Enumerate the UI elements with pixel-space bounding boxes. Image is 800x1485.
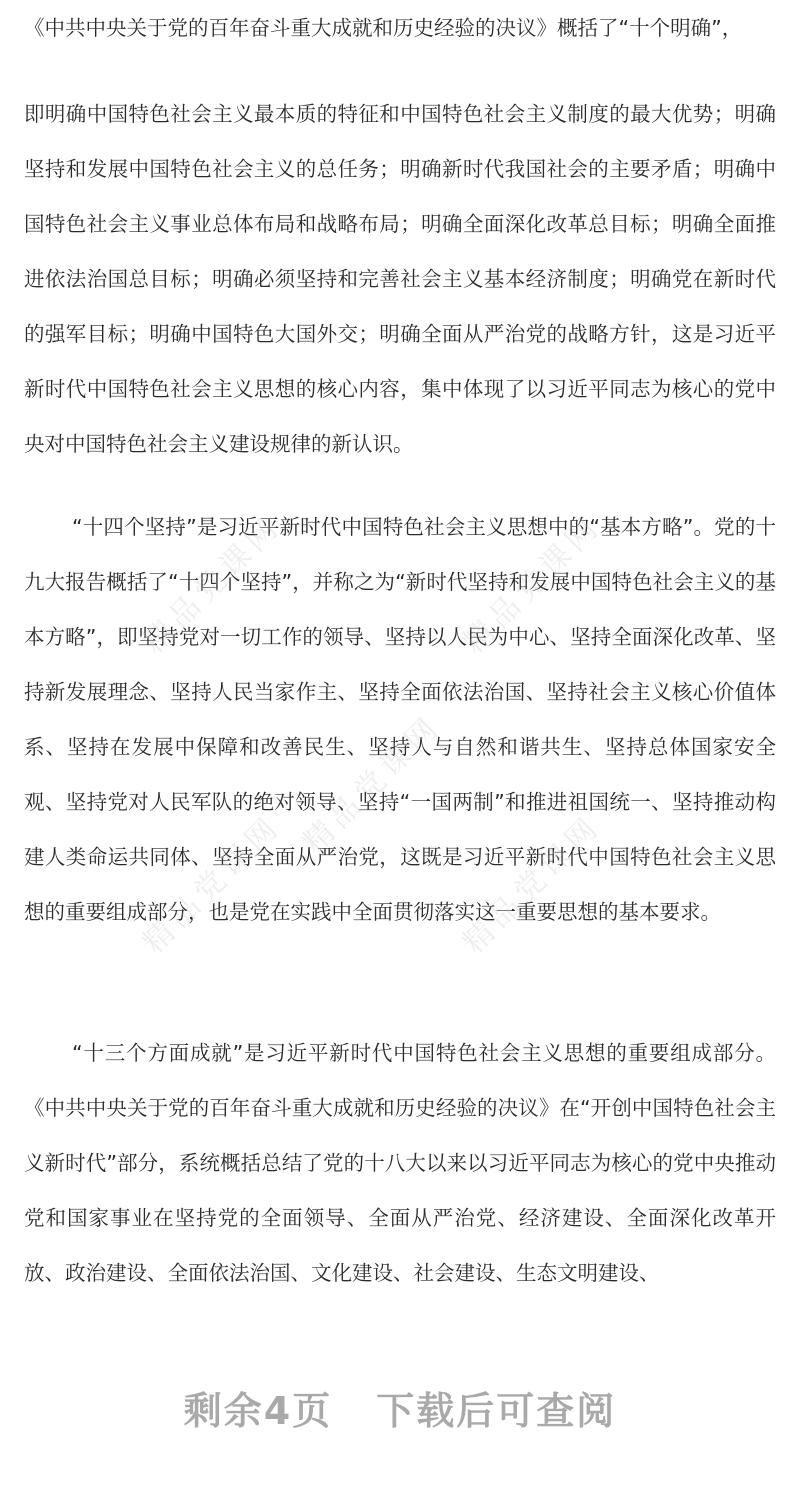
paragraph-thirteen-achievements: “十三个方面成就”是习近平新时代中国特色社会主义思想的重要组成部分。《中共中央关于党的百年奋斗重大成就和历史经验的决议》在“开创中国特色社会主义新时代”部分，系统概括总结了党的十八大以来以习近平同志为核心的党中央推动党和国家事业在坚持党的全面领导、全面从严治党、经济建设、全面深化改革开放、政治建设、全面依法治国、文化建设、社会建设、生态文明建设、 [24, 1041, 776, 1285]
paragraph-ten-clarifications: 即明确中国特色社会主义最本质的特征和中国特色社会主义制度的最大优势；明确坚持和发展中国特色社会主义的总任务；明确新时代我国社会的主要矛盾；明确中国特色社会主义事业总体布局和战略布局；明确全面深化改革总目标；明确全面推进依法治国总目标；明确必须坚持和完善社会主义基本经济制度；明确党在新时代的强军目标；明确中国特色大国外交；明确全面从严治党的战略方针，这是习近平新时代中国特色社会主义思想的核心内容，集中体现了以习近平同志为核心的党中央对中国特色社会主义建设规律的新认识。 [24, 102, 776, 456]
paragraph-fourteen-adherences: “十四个坚持”是习近平新时代中国特色社会主义思想中的“基本方略”。党的十九大报告概括了“十四个坚持”，并称之为“新时代坚持和发展中国特色社会主义的基本方略”，即坚持党对一切工作的领导、坚持以人民为中心、坚持全面深化改革、坚持新发展理念、坚持人民当家作主、坚持全面依法治国、坚持社会主义核心价值体系、坚持在发展中保障和改善民生、坚持人与自然和谐共生、坚持总体国家安全观、坚持党对人民军队的绝对领导、坚持“一国两制”和推进祖国统一、坚持推动构建人类命运共同体、坚持全面从严治党，这既是习近平新时代中国特色社会主义思想的重要组成部分，也是党在实践中全面贯彻落实这一重要思想的基本要求。 [24, 515, 776, 924]
watermark: 精品党课网 [136, 508, 289, 661]
watermark: 精品党课网 [136, 808, 289, 961]
download-prompt-label: 下载后可查阅 [376, 1389, 617, 1433]
remaining-pages-label: 剩余4页 [183, 1389, 333, 1433]
watermark: 精品党课网 [456, 508, 609, 661]
download-banner[interactable] [0, 1380, 800, 1435]
watermark: 精品党课网 [296, 708, 449, 861]
watermark: 精品党课网 [456, 808, 609, 961]
paragraph-intro: 《中共中央关于党的百年奋斗重大成就和历史经验的决议》概括了“十个明确”， [24, 16, 743, 40]
